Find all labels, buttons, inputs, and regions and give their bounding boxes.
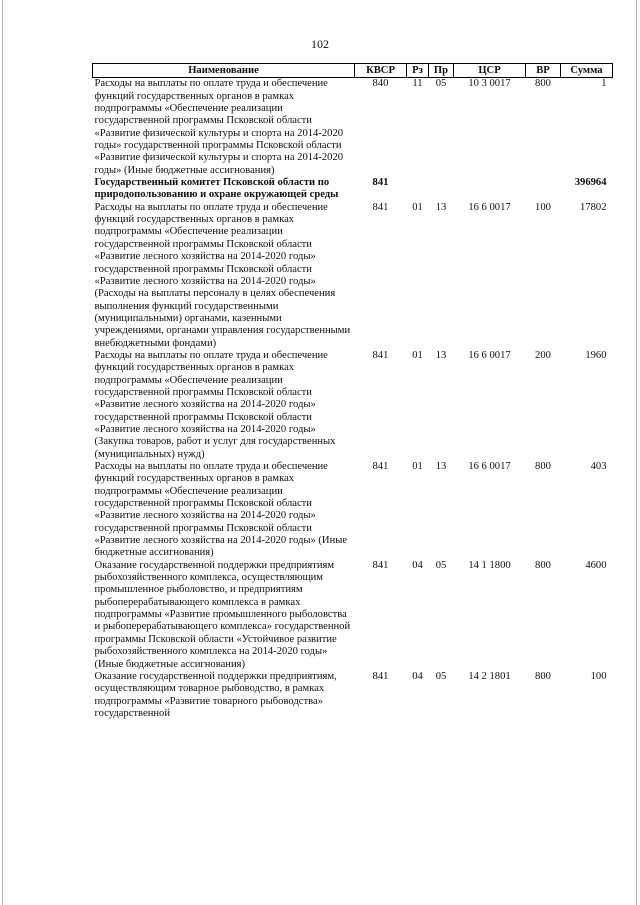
table-row	[93, 560, 613, 671]
cell-rz: 04	[412, 559, 423, 571]
cell-pr: 13	[435, 461, 447, 472]
table-row	[93, 177, 613, 202]
cell-name: Расходы на выплаты по оплате труда и обеспечение функций государственных органов в рамках подпрограммы «Обеспечение реализации государственной программы Псковской области «Развитие лесного хозяйства на 2014-2020 годы» государственной программы Псковской области «Развитие лесного хозяйства на 2014-2020 годы» (Расходы на выплаты персоналу в целях обеспечения выполнения функций государственными (муниципальными) органами, казенными учреждениями, органами управления государственными внебюджетными фондами)	[94, 201, 351, 349]
cell-sum: 396964	[574, 177, 607, 189]
cell-vr: 100	[535, 201, 551, 213]
cell-csr: 16 6 0017	[468, 201, 511, 213]
header-vr: ВР	[526, 64, 561, 78]
page-number: 102	[311, 37, 329, 51]
cell-csr: 16 6 0017	[468, 349, 511, 361]
cell-vr: 800	[535, 461, 551, 472]
cell-kvsr: 841	[372, 670, 389, 682]
cell-sum: 403	[590, 461, 607, 472]
cell-rz: 01	[412, 349, 423, 361]
cell-vr: 800	[535, 559, 551, 571]
cell-pr	[429, 177, 454, 202]
cell-csr	[454, 177, 526, 202]
header-pr: Пр	[429, 64, 454, 78]
table-row	[93, 78, 613, 177]
cell-pr: 05	[435, 670, 447, 682]
cell-name: Расходы на выплаты по оплате труда и обеспечение функций государственных органов в рамках подпрограммы «Обеспечение реализации государственной программы Псковской области «Развитие лесного хозяйства на 2014-2020 годы» государственной программы Псковской области «Развитие лесного хозяйства на 2014-2020 годы» (Закупка товаров, работ и услуг для государственных (муниципальных) нужд)	[94, 349, 336, 460]
cell-kvsr: 841	[372, 201, 389, 213]
cell-vr: 800	[535, 78, 551, 90]
cell-kvsr: 841	[372, 461, 389, 472]
header-rz: Рз	[407, 64, 429, 78]
cell-sum: 1	[601, 78, 607, 90]
cell-csr: 14 1 1800	[468, 559, 511, 571]
cell-rz: 01	[412, 461, 423, 472]
left-margin-line	[2, 0, 3, 905]
cell-kvsr: 841	[372, 177, 389, 189]
table-row	[93, 202, 613, 350]
table-row	[93, 350, 613, 461]
cell-kvsr: 841	[372, 349, 389, 361]
cell-rz: 01	[412, 201, 423, 213]
cell-sum: 4600	[585, 559, 607, 571]
right-margin-line	[636, 0, 637, 905]
cell-rz: 11	[412, 78, 423, 90]
cell-pr: 05	[435, 559, 447, 571]
cell-name: Оказание государственной поддержки предприятиям рыбохозяйственного комплекса, осуществляющим промышленное рыболовство, и предприятиям рыбоперерабатывающего комплекса в рамках подпрограммы «Развитие промышленного рыболовства и рыбоперерабатывающего комплекса» государственной программы Псковской области «Устойчивое развитие рыбохозяйственного комплекса на 2014-2020 годы» (Иные бюджетные ассигнования)	[94, 559, 351, 670]
cell-csr: 10 3 0017	[468, 78, 511, 90]
table-row	[93, 671, 613, 720]
cell-rz	[407, 177, 429, 202]
cell-vr: 200	[535, 349, 551, 361]
cell-rz: 04	[412, 670, 423, 682]
table-header-row	[93, 64, 613, 78]
cell-kvsr: 840	[372, 78, 389, 90]
header-csr: ЦСР	[454, 64, 526, 78]
header-sum: Сумма	[561, 64, 613, 78]
cell-sum: 1960	[585, 349, 607, 361]
cell-sum: 100	[590, 670, 607, 682]
cell-pr: 05	[435, 78, 447, 90]
cell-name: Оказание государственной поддержки предприятиям, осуществляющим товарное рыбоводство, в рамках подпрограммы «Развитие товарного рыбоводства» государственной	[94, 670, 337, 719]
header-name: Наименование	[93, 64, 355, 78]
cell-name: Государственный комитет Псковской области по природопользованию и охране окружающей среды	[94, 177, 339, 201]
cell-csr: 16 6 0017	[468, 461, 511, 472]
table-row	[93, 461, 613, 560]
cell-csr: 14 2 1801	[468, 670, 511, 682]
budget-table	[92, 63, 613, 720]
cell-pr: 13	[435, 201, 447, 213]
cell-vr	[526, 177, 561, 202]
header-kvsr: КВСР	[355, 64, 407, 78]
cell-pr: 13	[435, 349, 447, 361]
cell-sum: 17802	[580, 201, 607, 213]
cell-name: Расходы на выплаты по оплате труда и обеспечение функций государственных органов в рамках подпрограммы «Обеспечение реализации государственной программы Псковской области «Развитие лесного хозяйства на 2014-2020 годы» государственной программы Псковской области «Развитие лесного хозяйства на 2014-2020 годы» (Иные бюджетные ассигнования)	[94, 461, 348, 559]
cell-kvsr: 841	[372, 559, 389, 571]
cell-vr: 800	[535, 670, 551, 682]
cell-name: Расходы на выплаты по оплате труда и обеспечение функций государственных органов в рамках подпрограммы «Обеспечение реализации государственной программы Псковской области «Развитие физической культуры и спорта на 2014-2020 годы» государственной программы Псковской области «Развитие физической культуры и спорта на 2014-2020 годы» (Иные бюджетные ассигнования)	[94, 78, 344, 176]
